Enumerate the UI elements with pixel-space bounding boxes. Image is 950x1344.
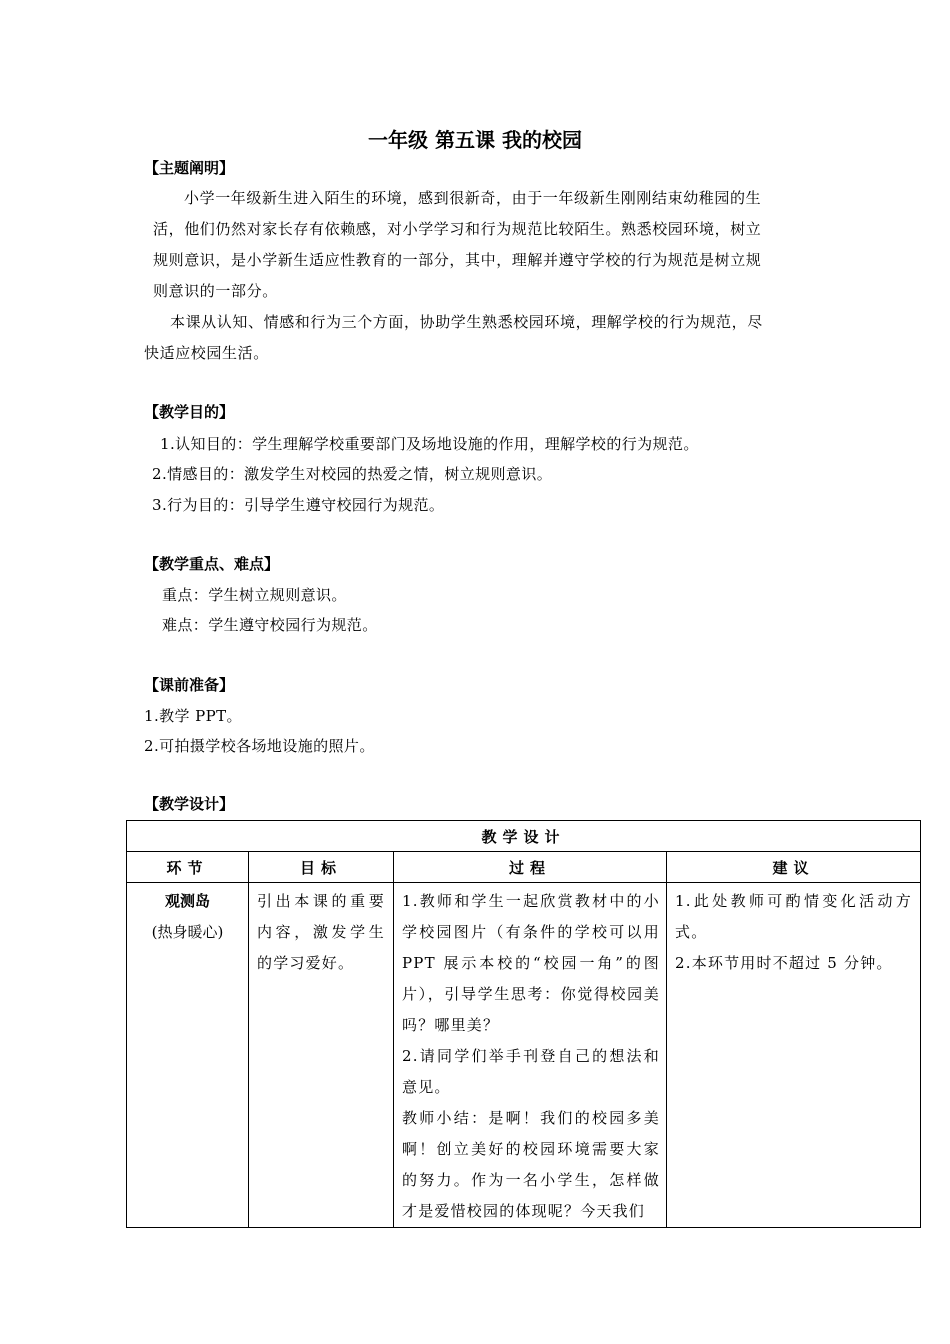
table-caption: 教学设计 (127, 821, 921, 852)
stage-subtitle: (热身暖心) (151, 923, 224, 941)
theme-line-6: 快适应校园生活。 (144, 344, 269, 362)
stage-name: 观测岛 (164, 892, 210, 910)
process-summary: 教师小结：是啊！我们的校园多美啊！创立美好的校园环境需要大家的努力。作为一名小学生，怎样做才是爱惜校园的体现呢？今天我们 (402, 1109, 660, 1220)
process-step-1: 1.教师和学生一起欣赏教材中的小学校园图片（有条件的学校可以用 PPT 展示本校的“校园一角”的图片），引导学生思考：你觉得校园美吗？哪里美？ (402, 892, 660, 1034)
goal-item-2: 2.情感目的：激发学生对校园的热爱之情，树立规则意识。 (152, 465, 553, 483)
section-prep-heading: 【课前准备】 (144, 676, 235, 694)
theme-line-3: 规则意识，是小学新生适应性教育的一部分，其中，理解并遵守学校的行为规范是树立规 (153, 251, 762, 269)
column-header-goal: 目标 (249, 852, 394, 883)
advice-item-1: 1.此处教师可酌情变化活动方式。 (675, 892, 913, 941)
section-goals-heading: 【教学目的】 (144, 403, 235, 421)
focus-item-difficulty: 难点：学生遵守校园行为规范。 (162, 616, 378, 634)
section-focus-heading: 【教学重点、难点】 (144, 555, 280, 573)
prep-item-1: 1.教学 PPT。 (144, 707, 242, 725)
column-header-advice: 建议 (667, 852, 921, 883)
column-header-process: 过程 (394, 852, 667, 883)
section-theme-heading: 【主题阐明】 (144, 159, 235, 177)
goal-item-3: 3.行为目的：引导学生遵守校园行为规范。 (152, 496, 445, 514)
goal-cell (249, 883, 394, 1228)
table-row (127, 883, 921, 1228)
advice-item-2: 2.本环节用时不超过 5 分钟。 (675, 954, 893, 972)
process-cell (394, 883, 667, 1228)
stage-cell (127, 883, 249, 1228)
goal-text: 引出本课的重要内容，激发学生的学习爱好。 (257, 892, 385, 972)
theme-line-4: 则意识的一部分。 (153, 282, 278, 300)
theme-line-1: 小学一年级新生进入陌生的环境，感到很新奇，由于一年级新生刚刚结束幼稚园的生 (184, 189, 762, 207)
design-table (126, 820, 921, 1228)
process-step-2: 2.请同学们举手刊登自己的想法和意见。 (402, 1047, 660, 1096)
column-header-stage: 环节 (127, 852, 249, 883)
theme-line-2: 活，他们仍然对家长存有依赖感，对小学学习和行为规范比较陌生。熟悉校园环境，树立 (153, 220, 762, 238)
section-design-heading: 【教学设计】 (144, 795, 235, 813)
theme-line-5: 本课从认知、情感和行为三个方面，协助学生熟悉校园环境，理解学校的行为规范，尽 (170, 313, 763, 331)
page-title: 一年级 第五课 我的校园 (368, 128, 582, 152)
advice-cell (667, 883, 921, 1228)
goal-item-1: 1.认知目的：学生理解学校重要部门及场地设施的作用，理解学校的行为规范。 (160, 435, 699, 453)
prep-item-2: 2.可拍摄学校各场地设施的照片。 (144, 737, 375, 755)
focus-item-key: 重点：学生树立规则意识。 (162, 586, 347, 604)
